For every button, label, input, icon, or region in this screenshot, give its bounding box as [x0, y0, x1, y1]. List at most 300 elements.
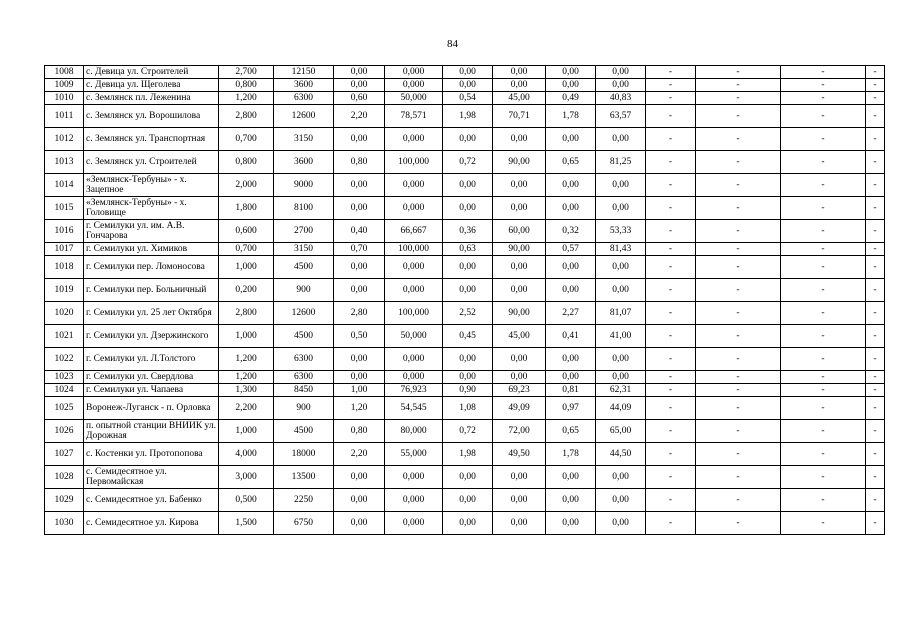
value-cell: 55,000 — [385, 443, 443, 466]
value-cell: - — [646, 174, 696, 197]
value-cell: 100,000 — [385, 302, 443, 325]
value-cell: - — [866, 79, 885, 92]
value-cell: - — [696, 466, 781, 489]
value-cell: 0,72 — [443, 420, 493, 443]
value-cell: 0,00 — [546, 128, 596, 151]
road-name-cell: г. Семилуки пер. Ломоносова — [84, 256, 219, 279]
value-cell: 0,90 — [443, 384, 493, 397]
value-cell: 45,00 — [493, 92, 546, 105]
value-cell: - — [696, 92, 781, 105]
value-cell: 4500 — [274, 256, 334, 279]
value-cell: - — [781, 348, 866, 371]
road-name-cell: п. опытной станции ВНИИК ул. Дорожная — [84, 420, 219, 443]
value-cell: - — [781, 443, 866, 466]
value-cell: 0,00 — [546, 348, 596, 371]
value-cell: - — [646, 384, 696, 397]
value-cell: 0,00 — [546, 489, 596, 512]
table-row — [45, 466, 885, 489]
road-name-cell: с. Девица ул. Строителей — [84, 66, 219, 79]
value-cell: 0,00 — [596, 489, 646, 512]
value-cell: 18000 — [274, 443, 334, 466]
value-cell: 100,000 — [385, 151, 443, 174]
value-cell: - — [696, 197, 781, 220]
value-cell: 76,923 — [385, 384, 443, 397]
value-cell: 63,57 — [596, 105, 646, 128]
road-name-cell: с. Землянск ул. Транспортная — [84, 128, 219, 151]
road-name-cell: г. Семилуки пер. Больничный — [84, 279, 219, 302]
value-cell: 1,08 — [443, 397, 493, 420]
value-cell: - — [696, 384, 781, 397]
value-cell: 0,00 — [334, 371, 385, 384]
row-number-cell: 1027 — [45, 443, 84, 466]
row-number-cell: 1023 — [45, 371, 84, 384]
value-cell: - — [696, 151, 781, 174]
value-cell: 4,000 — [219, 443, 274, 466]
road-name-cell: с. Семидесятное ул. Кирова — [84, 512, 219, 535]
value-cell: - — [781, 371, 866, 384]
value-cell: 49,09 — [493, 397, 546, 420]
road-name-cell: «Землянск-Тербуны» - х. Зацепное — [84, 174, 219, 197]
value-cell: - — [696, 512, 781, 535]
value-cell: - — [866, 256, 885, 279]
value-cell: 0,000 — [385, 174, 443, 197]
value-cell: 0,000 — [385, 197, 443, 220]
value-cell: 0,45 — [443, 325, 493, 348]
value-cell: 54,545 — [385, 397, 443, 420]
value-cell: - — [646, 197, 696, 220]
value-cell: 2,52 — [443, 302, 493, 325]
value-cell: - — [646, 128, 696, 151]
value-cell: - — [781, 384, 866, 397]
road-name-cell: с. Землянск ул. Ворошилова — [84, 105, 219, 128]
value-cell: - — [781, 302, 866, 325]
value-cell: 0,000 — [385, 489, 443, 512]
value-cell: - — [781, 174, 866, 197]
value-cell: - — [646, 348, 696, 371]
value-cell: - — [646, 512, 696, 535]
value-cell: - — [866, 220, 885, 243]
road-name-cell: с. Костенки ул. Протопопова — [84, 443, 219, 466]
value-cell: 80,000 — [385, 420, 443, 443]
value-cell: 0,00 — [443, 66, 493, 79]
value-cell: - — [866, 512, 885, 535]
value-cell: 0,00 — [596, 128, 646, 151]
value-cell: - — [781, 256, 866, 279]
row-number-cell: 1028 — [45, 466, 84, 489]
value-cell: 0,36 — [443, 220, 493, 243]
value-cell: 0,00 — [596, 466, 646, 489]
value-cell: 1,20 — [334, 397, 385, 420]
road-name-cell: с. Землянск ул. Строителей — [84, 151, 219, 174]
value-cell: 2,200 — [219, 397, 274, 420]
value-cell: 0,000 — [385, 512, 443, 535]
row-number-cell: 1020 — [45, 302, 84, 325]
road-name-cell: г. Семилуки ул. им. А.В. Гончарова — [84, 220, 219, 243]
value-cell: 0,000 — [385, 256, 443, 279]
value-cell: 50,000 — [385, 92, 443, 105]
value-cell: 0,00 — [334, 348, 385, 371]
value-cell: - — [866, 302, 885, 325]
value-cell: 0,00 — [546, 66, 596, 79]
value-cell: - — [646, 151, 696, 174]
row-number-cell: 1029 — [45, 489, 84, 512]
value-cell: 2700 — [274, 220, 334, 243]
road-name-cell: г. Семилуки ул. Чапаева — [84, 384, 219, 397]
value-cell: 2,800 — [219, 105, 274, 128]
value-cell: 81,43 — [596, 243, 646, 256]
value-cell: - — [646, 325, 696, 348]
value-cell: 0,00 — [443, 256, 493, 279]
value-cell: 0,00 — [493, 256, 546, 279]
value-cell: 69,23 — [493, 384, 546, 397]
value-cell: 0,00 — [546, 256, 596, 279]
value-cell: - — [696, 256, 781, 279]
value-cell: 44,09 — [596, 397, 646, 420]
value-cell: - — [781, 243, 866, 256]
value-cell: - — [866, 397, 885, 420]
value-cell: 2,000 — [219, 174, 274, 197]
data-table — [44, 65, 885, 535]
value-cell: 9000 — [274, 174, 334, 197]
value-cell: - — [646, 371, 696, 384]
value-cell: - — [646, 466, 696, 489]
value-cell: 0,00 — [596, 197, 646, 220]
value-cell: 2,80 — [334, 302, 385, 325]
table-row — [45, 443, 885, 466]
value-cell: 81,25 — [596, 151, 646, 174]
value-cell: 6750 — [274, 512, 334, 535]
value-cell: 0,00 — [493, 79, 546, 92]
value-cell: - — [866, 66, 885, 79]
value-cell: 0,40 — [334, 220, 385, 243]
value-cell: - — [866, 489, 885, 512]
value-cell: 0,00 — [493, 348, 546, 371]
value-cell: - — [866, 151, 885, 174]
value-cell: - — [696, 279, 781, 302]
value-cell: 2,700 — [219, 66, 274, 79]
value-cell: 0,00 — [443, 279, 493, 302]
row-number-cell: 1010 — [45, 92, 84, 105]
value-cell: 0,00 — [596, 66, 646, 79]
table-row — [45, 220, 885, 243]
value-cell: 0,00 — [443, 197, 493, 220]
value-cell: - — [866, 92, 885, 105]
value-cell: - — [866, 420, 885, 443]
value-cell: 0,00 — [493, 489, 546, 512]
value-cell: 0,00 — [596, 512, 646, 535]
value-cell: 0,00 — [334, 256, 385, 279]
value-cell: 0,700 — [219, 128, 274, 151]
value-cell: 0,00 — [493, 371, 546, 384]
value-cell: - — [696, 420, 781, 443]
value-cell: 0,00 — [596, 348, 646, 371]
value-cell: 0,00 — [443, 79, 493, 92]
table-row — [45, 105, 885, 128]
value-cell: - — [646, 489, 696, 512]
value-cell: 0,600 — [219, 220, 274, 243]
value-cell: - — [696, 105, 781, 128]
value-cell: 0,80 — [334, 151, 385, 174]
value-cell: 2,27 — [546, 302, 596, 325]
value-cell: - — [646, 105, 696, 128]
value-cell: 0,00 — [334, 128, 385, 151]
value-cell: 0,00 — [546, 79, 596, 92]
value-cell: 0,00 — [546, 466, 596, 489]
value-cell: 0,000 — [385, 66, 443, 79]
table-row — [45, 256, 885, 279]
value-cell: 40,83 — [596, 92, 646, 105]
road-name-cell: г. Семилуки ул. 25 лет Октября — [84, 302, 219, 325]
value-cell: - — [866, 325, 885, 348]
road-name-cell: с. Землянск пл. Леженина — [84, 92, 219, 105]
value-cell: - — [696, 325, 781, 348]
value-cell: 12600 — [274, 105, 334, 128]
value-cell: 81,07 — [596, 302, 646, 325]
value-cell: 2,800 — [219, 302, 274, 325]
value-cell: - — [646, 443, 696, 466]
value-cell: 3600 — [274, 79, 334, 92]
row-number-cell: 1013 — [45, 151, 84, 174]
value-cell: 0,000 — [385, 466, 443, 489]
value-cell: 0,60 — [334, 92, 385, 105]
table-row — [45, 512, 885, 535]
row-number-cell: 1025 — [45, 397, 84, 420]
value-cell: - — [696, 79, 781, 92]
value-cell: 6300 — [274, 92, 334, 105]
value-cell: 41,00 — [596, 325, 646, 348]
value-cell: 8100 — [274, 197, 334, 220]
table-row — [45, 174, 885, 197]
value-cell: 0,00 — [546, 174, 596, 197]
value-cell: 60,00 — [493, 220, 546, 243]
table-row — [45, 384, 885, 397]
value-cell: - — [781, 66, 866, 79]
value-cell: 62,31 — [596, 384, 646, 397]
value-cell: 0,000 — [385, 348, 443, 371]
road-name-cell: г. Семилуки ул. Дзержинского — [84, 325, 219, 348]
value-cell: 3150 — [274, 243, 334, 256]
value-cell: - — [781, 489, 866, 512]
value-cell: 2,20 — [334, 105, 385, 128]
value-cell: 0,00 — [493, 174, 546, 197]
value-cell: 0,00 — [546, 371, 596, 384]
value-cell: 0,41 — [546, 325, 596, 348]
row-number-cell: 1024 — [45, 384, 84, 397]
value-cell: 0,800 — [219, 151, 274, 174]
table-row — [45, 371, 885, 384]
row-number-cell: 1017 — [45, 243, 84, 256]
value-cell: 2,20 — [334, 443, 385, 466]
value-cell: 0,00 — [596, 279, 646, 302]
value-cell: 0,00 — [443, 371, 493, 384]
value-cell: 0,00 — [596, 256, 646, 279]
value-cell: 0,00 — [493, 466, 546, 489]
value-cell: 1,200 — [219, 371, 274, 384]
row-number-cell: 1015 — [45, 197, 84, 220]
road-name-cell: с. Семидесятное ул. Бабенко — [84, 489, 219, 512]
value-cell: - — [646, 79, 696, 92]
value-cell: - — [866, 466, 885, 489]
road-name-cell: г. Семилуки ул. Л.Толстого — [84, 348, 219, 371]
value-cell: 1,500 — [219, 512, 274, 535]
value-cell: 100,000 — [385, 243, 443, 256]
value-cell: - — [781, 220, 866, 243]
value-cell: 0,97 — [546, 397, 596, 420]
value-cell: 0,00 — [596, 371, 646, 384]
value-cell: 8450 — [274, 384, 334, 397]
value-cell: 0,000 — [385, 128, 443, 151]
value-cell: 1,800 — [219, 197, 274, 220]
table-row — [45, 279, 885, 302]
value-cell: - — [781, 79, 866, 92]
value-cell: - — [696, 302, 781, 325]
value-cell: 0,00 — [493, 197, 546, 220]
value-cell: 0,000 — [385, 79, 443, 92]
value-cell: 0,500 — [219, 489, 274, 512]
value-cell: - — [696, 128, 781, 151]
value-cell: - — [696, 443, 781, 466]
value-cell: 1,200 — [219, 348, 274, 371]
value-cell: 50,000 — [385, 325, 443, 348]
value-cell: - — [866, 174, 885, 197]
value-cell: 66,667 — [385, 220, 443, 243]
value-cell: - — [696, 66, 781, 79]
value-cell: - — [781, 197, 866, 220]
value-cell: - — [866, 128, 885, 151]
value-cell: 3150 — [274, 128, 334, 151]
value-cell: 1,300 — [219, 384, 274, 397]
value-cell: 0,200 — [219, 279, 274, 302]
value-cell: - — [866, 443, 885, 466]
value-cell: - — [781, 325, 866, 348]
road-name-cell: «Землянск-Тербуны» - х. Головище — [84, 197, 219, 220]
value-cell: 0,00 — [493, 512, 546, 535]
value-cell: 1,000 — [219, 420, 274, 443]
table-row — [45, 243, 885, 256]
road-name-cell: г. Семилуки ул. Свердлова — [84, 371, 219, 384]
value-cell: - — [646, 420, 696, 443]
value-cell: 0,00 — [443, 348, 493, 371]
value-cell: - — [866, 197, 885, 220]
table-row — [45, 489, 885, 512]
value-cell: 0,32 — [546, 220, 596, 243]
road-name-cell: Воронеж-Луганск - п. Орловка — [84, 397, 219, 420]
value-cell: 900 — [274, 397, 334, 420]
table-row — [45, 92, 885, 105]
value-cell: - — [696, 489, 781, 512]
value-cell: - — [696, 220, 781, 243]
value-cell: 0,49 — [546, 92, 596, 105]
value-cell: - — [781, 92, 866, 105]
value-cell: - — [781, 128, 866, 151]
value-cell: 0,00 — [546, 512, 596, 535]
value-cell: 0,00 — [334, 279, 385, 302]
value-cell: 0,00 — [443, 489, 493, 512]
value-cell: 0,00 — [443, 174, 493, 197]
table-row — [45, 348, 885, 371]
value-cell: - — [696, 371, 781, 384]
value-cell: 0,000 — [385, 279, 443, 302]
value-cell: 0,00 — [334, 466, 385, 489]
value-cell: - — [866, 243, 885, 256]
value-cell: 0,00 — [334, 197, 385, 220]
value-cell: 44,50 — [596, 443, 646, 466]
value-cell: 1,78 — [546, 105, 596, 128]
table-row — [45, 79, 885, 92]
value-cell: - — [696, 174, 781, 197]
value-cell: - — [866, 105, 885, 128]
value-cell: - — [866, 371, 885, 384]
value-cell: - — [781, 512, 866, 535]
value-cell: 4500 — [274, 325, 334, 348]
value-cell: 0,72 — [443, 151, 493, 174]
value-cell: 1,00 — [334, 384, 385, 397]
value-cell: - — [696, 397, 781, 420]
value-cell: 0,00 — [546, 197, 596, 220]
value-cell: 0,00 — [596, 79, 646, 92]
value-cell: - — [646, 256, 696, 279]
value-cell: 0,00 — [493, 66, 546, 79]
row-number-cell: 1022 — [45, 348, 84, 371]
value-cell: - — [646, 92, 696, 105]
value-cell: - — [646, 279, 696, 302]
value-cell: 4500 — [274, 420, 334, 443]
page-number: 84 — [447, 38, 458, 50]
value-cell: 0,000 — [385, 371, 443, 384]
value-cell: 0,00 — [443, 128, 493, 151]
value-cell: - — [781, 397, 866, 420]
value-cell: 900 — [274, 279, 334, 302]
value-cell: 0,800 — [219, 79, 274, 92]
row-number-cell: 1019 — [45, 279, 84, 302]
table-row — [45, 151, 885, 174]
value-cell: 6300 — [274, 371, 334, 384]
value-cell: 0,80 — [334, 420, 385, 443]
value-cell: 6300 — [274, 348, 334, 371]
road-name-cell: г. Семилуки ул. Химиков — [84, 243, 219, 256]
value-cell: 0,00 — [334, 512, 385, 535]
value-cell: 0,65 — [546, 151, 596, 174]
table-row — [45, 128, 885, 151]
value-cell: 90,00 — [493, 243, 546, 256]
value-cell: 0,00 — [546, 279, 596, 302]
value-cell: - — [866, 348, 885, 371]
table-row — [45, 325, 885, 348]
value-cell: 0,00 — [493, 128, 546, 151]
value-cell: 90,00 — [493, 302, 546, 325]
value-cell: 1,98 — [443, 443, 493, 466]
value-cell: 0,00 — [596, 174, 646, 197]
row-number-cell: 1012 — [45, 128, 84, 151]
value-cell: 0,00 — [493, 279, 546, 302]
table-row — [45, 420, 885, 443]
value-cell: - — [696, 243, 781, 256]
value-cell: 12150 — [274, 66, 334, 79]
value-cell: 0,54 — [443, 92, 493, 105]
value-cell: - — [696, 348, 781, 371]
row-number-cell: 1009 — [45, 79, 84, 92]
value-cell: 0,70 — [334, 243, 385, 256]
value-cell: 0,00 — [334, 174, 385, 197]
value-cell: 1,98 — [443, 105, 493, 128]
value-cell: 2250 — [274, 489, 334, 512]
value-cell: - — [646, 220, 696, 243]
value-cell: 0,81 — [546, 384, 596, 397]
value-cell: 13500 — [274, 466, 334, 489]
value-cell: - — [781, 466, 866, 489]
value-cell: 0,700 — [219, 243, 274, 256]
table-row — [45, 397, 885, 420]
